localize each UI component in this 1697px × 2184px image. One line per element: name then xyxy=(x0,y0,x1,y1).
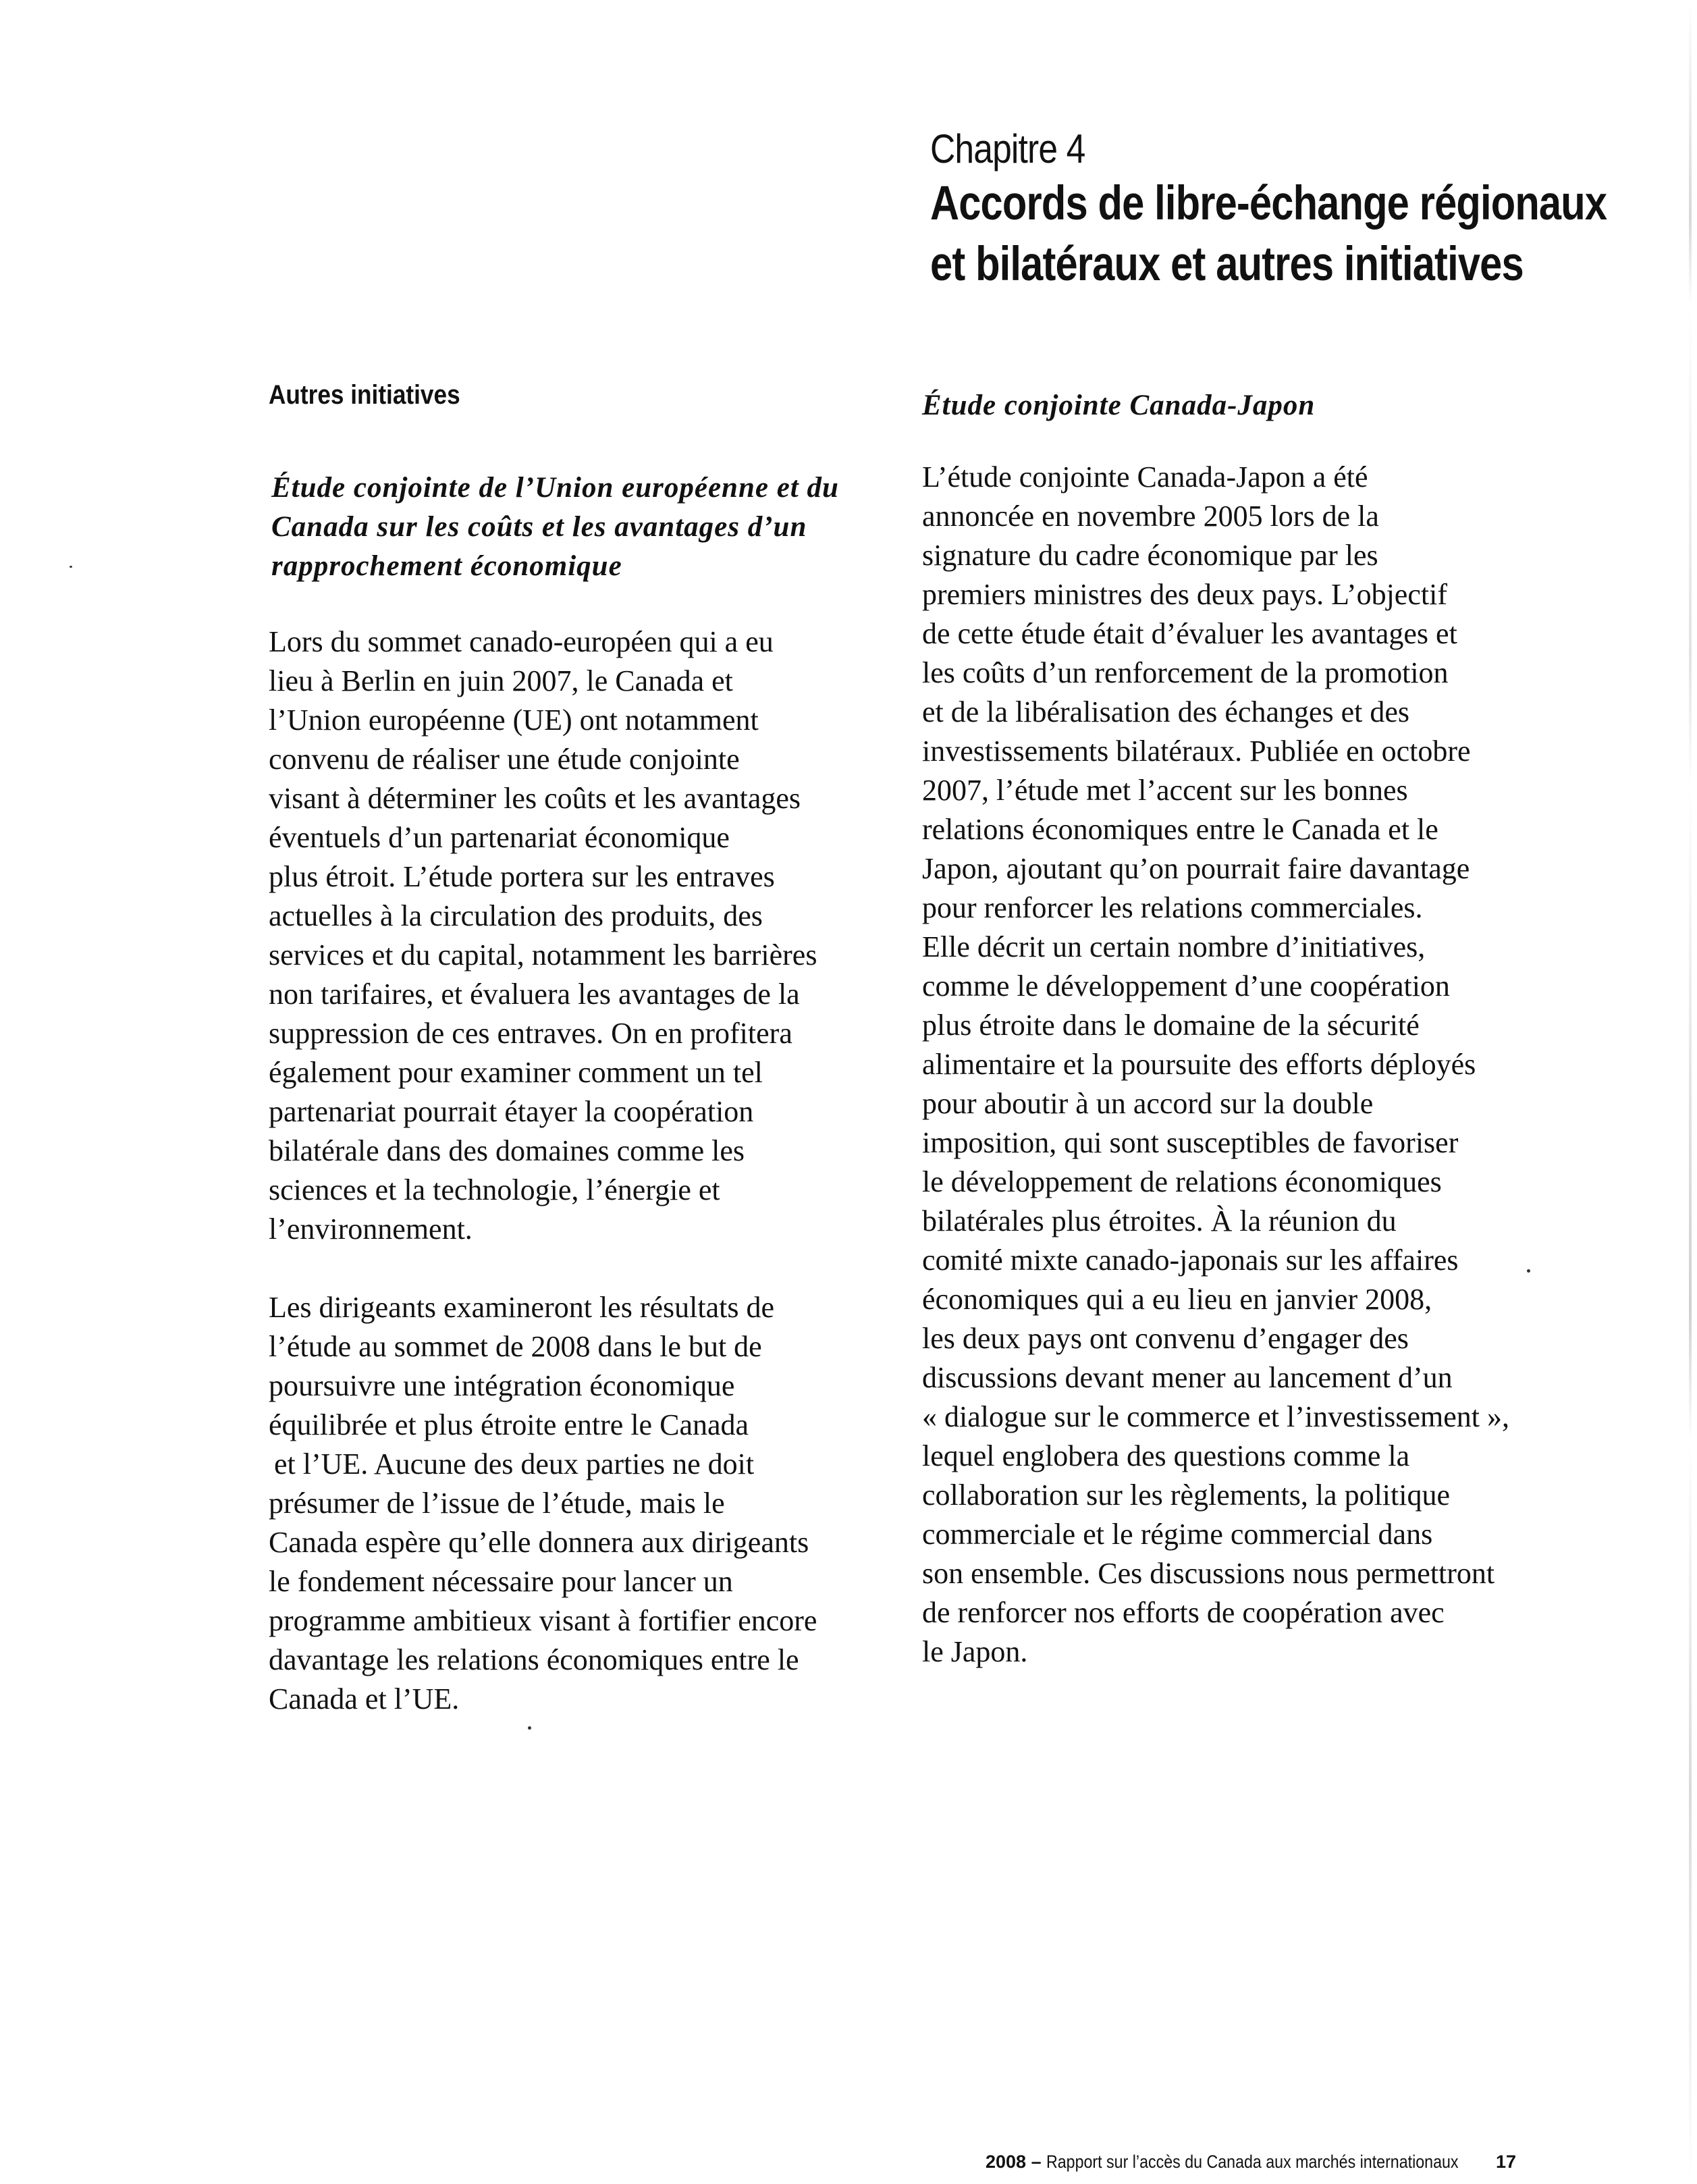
text-line: services et du capital, notamment les barrières xyxy=(269,938,817,971)
text-line: commerciale et le régime commercial dans xyxy=(922,1518,1433,1551)
text-line: équilibrée et plus étroite entre le Canada xyxy=(269,1408,749,1441)
chapter-title-line: et bilatéraux et autres initiatives xyxy=(930,238,1524,291)
text-line: plus étroit. L’étude portera sur les entraves xyxy=(269,860,775,893)
chapter-header xyxy=(930,125,1619,295)
text-line: « dialogue sur le commerce et l’investissement », xyxy=(922,1400,1509,1433)
text-line: le développement de relations économiques xyxy=(922,1165,1442,1198)
text-line: programme ambitieux visant à fortifier encore xyxy=(269,1604,817,1637)
text-line: l’environnement. xyxy=(269,1213,473,1246)
subheading-line: rapprochement économique xyxy=(271,550,622,582)
page-number: 17 xyxy=(1496,2152,1517,2172)
text-line: présumer de l’issue de l’étude, mais le xyxy=(269,1487,725,1520)
text-line: et de la libéralisation des échanges et des xyxy=(922,695,1410,728)
text-line: discussions devant mener au lancement d’un xyxy=(922,1361,1453,1394)
text-line: non tarifaires, et évaluera les avantages de la xyxy=(269,978,800,1011)
text-line: comme le développement d’une coopération xyxy=(922,969,1450,1003)
scan-edge-shadow xyxy=(1689,0,1692,2184)
text-line: relations économiques entre le Canada et le xyxy=(922,813,1438,846)
text-line: actuelles à la circulation des produits, des xyxy=(269,899,763,932)
paragraph-canada-japan xyxy=(922,458,1557,1672)
text-line: annoncée en novembre 2005 lors de la xyxy=(922,500,1379,533)
text-line: imposition, qui sont susceptibles de favoriser xyxy=(922,1126,1459,1159)
paragraph-leaders-review xyxy=(269,1288,903,1719)
text-line: L’étude conjointe Canada-Japon a été xyxy=(922,460,1368,494)
text-line: Lors du sommet canado-européen qui a eu xyxy=(269,625,774,658)
text-line: Canada espère qu’elle donnera aux dirigeants xyxy=(269,1526,809,1559)
text-line: les coûts d’un renforcement de la promotion xyxy=(922,656,1449,689)
footer-report-title: Rapport sur l’accès du Canada aux marchés internationaux xyxy=(1046,2152,1459,2172)
text-line: investissements bilatéraux. Publiée en octobre xyxy=(922,735,1471,768)
text-line: pour renforcer les relations commerciales. xyxy=(922,891,1423,924)
text-line: signature du cadre économique par les xyxy=(922,539,1378,572)
subheading-line: Étude conjointe de l’Union européenne et du xyxy=(271,472,839,504)
text-line: convenu de réaliser une étude conjointe xyxy=(269,743,740,776)
text-line: plus étroite dans le domaine de la sécurité xyxy=(922,1009,1420,1042)
text-line: l’Union européenne (UE) ont notamment xyxy=(269,703,759,737)
subheading-canada-japan-study: Étude conjointe Canada-Japon xyxy=(922,390,1316,421)
text-line: Les dirigeants examineront les résultats de xyxy=(269,1291,774,1324)
chapter-title xyxy=(930,174,1607,295)
text-line: également pour examiner comment un tel xyxy=(269,1056,763,1089)
footer-year: 2008 – xyxy=(986,2152,1042,2172)
text-line: le fondement nécessaire pour lancer un xyxy=(269,1565,733,1598)
text-line: visant à déterminer les coûts et les avantages xyxy=(269,782,801,815)
subheading-eu-canada-study xyxy=(271,469,903,586)
text-line: sciences et la technologie, l’énergie et xyxy=(269,1173,720,1206)
text-line: partenariat pourrait étayer la coopération xyxy=(269,1095,754,1128)
chapter-label: Chapitre 4 xyxy=(930,126,1085,171)
text-line: de renforcer nos efforts de coopération avec xyxy=(922,1596,1445,1629)
text-line: comité mixte canado-japonais sur les affaires xyxy=(922,1244,1459,1277)
text-line: économiques qui a eu lieu en janvier 2008, xyxy=(922,1283,1432,1316)
page-footer xyxy=(986,2150,1526,2173)
scan-speck xyxy=(1527,1269,1530,1273)
text-line: Canada et l’UE. xyxy=(269,1682,460,1715)
text-line: Elle décrit un certain nombre d’initiatives, xyxy=(922,930,1426,963)
text-line: éventuels d’un partenariat économique xyxy=(269,821,730,854)
text-line: alimentaire et la poursuite des efforts déployés xyxy=(922,1048,1476,1081)
text-line: davantage les relations économiques entre le xyxy=(269,1643,799,1676)
text-line: collaboration sur les règlements, la politique xyxy=(922,1479,1451,1512)
text-line: l’étude au sommet de 2008 dans le but de xyxy=(269,1330,762,1363)
text-line: 2007, l’étude met l’accent sur les bonnes xyxy=(922,774,1408,807)
text-line: poursuivre une intégration économique xyxy=(269,1369,735,1402)
text-line: et l’UE. Aucune des deux parties ne doit xyxy=(274,1447,755,1481)
left-column xyxy=(269,378,903,1758)
right-column xyxy=(922,378,1557,1711)
text-line: suppression de ces entraves. On en profitera xyxy=(269,1017,792,1050)
text-line: Japon, ajoutant qu’on pourrait faire davantage xyxy=(922,852,1470,885)
text-line: son ensemble. Ces discussions nous permettront xyxy=(922,1557,1495,1590)
paragraph-eu-summit xyxy=(269,622,903,1249)
text-line: les deux pays ont convenu d’engager des xyxy=(922,1322,1409,1355)
chapter-title-line: Accords de libre-échange régionaux xyxy=(930,177,1607,230)
text-line: premiers ministres des deux pays. L’objectif xyxy=(922,578,1447,611)
text-line: lequel englobera des questions comme la xyxy=(922,1439,1410,1472)
text-line: de cette étude était d’évaluer les avantages et xyxy=(922,617,1457,650)
section-heading: Autres initiatives xyxy=(269,380,460,410)
scan-speck xyxy=(528,1726,531,1730)
text-line: lieu à Berlin en juin 2007, le Canada et xyxy=(269,664,733,697)
scan-speck xyxy=(70,566,72,568)
subheading-line: Canada sur les coûts et les avantages d’un xyxy=(271,511,807,543)
text-line: bilatérale dans des domaines comme les xyxy=(269,1134,745,1167)
text-line: pour aboutir à un accord sur la double xyxy=(922,1087,1374,1120)
text-line: bilatérales plus étroites. À la réunion du xyxy=(922,1204,1397,1237)
text-line: le Japon. xyxy=(922,1635,1028,1668)
